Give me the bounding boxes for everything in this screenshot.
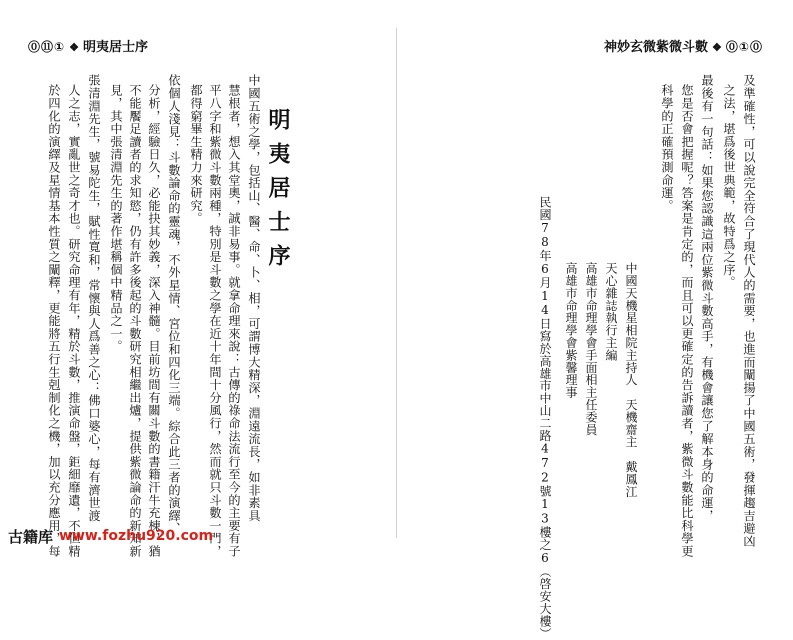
right-text-column: 之法，堪爲後世典範，故特爲之序。 [722, 84, 736, 289]
diamond-icon: ❖ [69, 41, 80, 54]
left-text-column: 平八字和紫微斗數兩種，特別是斗數之學在近十年間十分風行，然而就只斗數一門， [208, 84, 222, 558]
diamond-icon: ❖ [711, 41, 722, 54]
left-text-column: 中國五術之學，包括山、醫、命、卜、相，可謂博大精深，淵遠流長，如非素具 [247, 74, 261, 522]
signature-line: 天心雜誌執行主編 [604, 262, 618, 362]
right-text-column: 及準確性，可以說完全符合了現代人的需要，也進而闡揚了中國五術，發揮趨吉避凶 [742, 74, 756, 548]
right-text-column: 科學的正確預測命運。 [660, 84, 674, 212]
site-watermark [8, 526, 213, 546]
left-running-header [28, 36, 148, 55]
signature-date-line: 民國78年6月14日寫於高雄市中山二路472號13樓之6（啓安大樓） [538, 196, 552, 640]
left-header-title: 明夷居士序 [83, 40, 149, 55]
left-page-number: ⓪⑪① [28, 40, 66, 54]
left-text-column: 不能饜足讀者的求知慾，仍有許多後起的斗數研究相繼出爐，提供紫微論命的新知新 [128, 84, 142, 558]
watermark-url: www.fozhu920.com [59, 528, 214, 544]
left-text-column: 見，其中張清淵先生的著作堪稱個中精品之一。 [109, 84, 123, 353]
right-running-header [604, 36, 763, 55]
left-page [0, 0, 397, 558]
signature-line: 中國天機星相院主持人 天機齋主 戴鳳江 [624, 262, 638, 498]
right-text-column: 最後有一句話：如果您認識這兩位紫微斗數高手，有機會讓您了解本身的命運， [700, 74, 714, 522]
signature-line: 高雄市命理學會手面相主任委員 [584, 262, 598, 436]
right-page-number: ⓪①⓪ [725, 40, 763, 54]
signature-line: 高雄市命理學會紫馨理事 [564, 262, 578, 399]
left-text-column: 張清淵先生，號易陀生，賦性寬和，常懷與人爲善之心：佛口婆心，每有濟世渡 [87, 74, 101, 522]
left-text-column: 慧根者，想入其堂奧，誠非易事。就拿命理來說：古傳的祿命法流行至今的主要有子 [227, 84, 241, 558]
left-text-column: 都得窮畢生精力來研究。 [189, 84, 203, 225]
right-header-title: 神妙玄微紫微斗數 [603, 40, 708, 55]
left-text-column: 人之志，實亂世之奇才也。研究命理有年，精於斗數，推演命盤，鉅細靡遺，不但精 [67, 84, 81, 558]
left-text-column: 依個人淺見：斗數論命的靈魂，不外星情、宮位和四化三端。綜合此三者的演繹、 [167, 74, 181, 535]
left-text-column: 於四化的演繹及星情基本性質之闡釋，更能將五行生剋制化之機，加以充分應用，每 [47, 84, 61, 558]
right-text-column: 您是否會把握呢？答案是肯定的，而且可以更確定的告訴讀者，紫微斗數能比科學更 [680, 84, 694, 558]
watermark-site-name: 古籍库 [8, 527, 54, 546]
preface-title: 明夷居士序 [265, 108, 291, 278]
left-text-column: 分析，經驗日久，必能抉其妙義，深入神髓。目前坊間有關斗數的書籍汗牛充棟，猶 [147, 84, 161, 558]
right-page [397, 0, 793, 640]
